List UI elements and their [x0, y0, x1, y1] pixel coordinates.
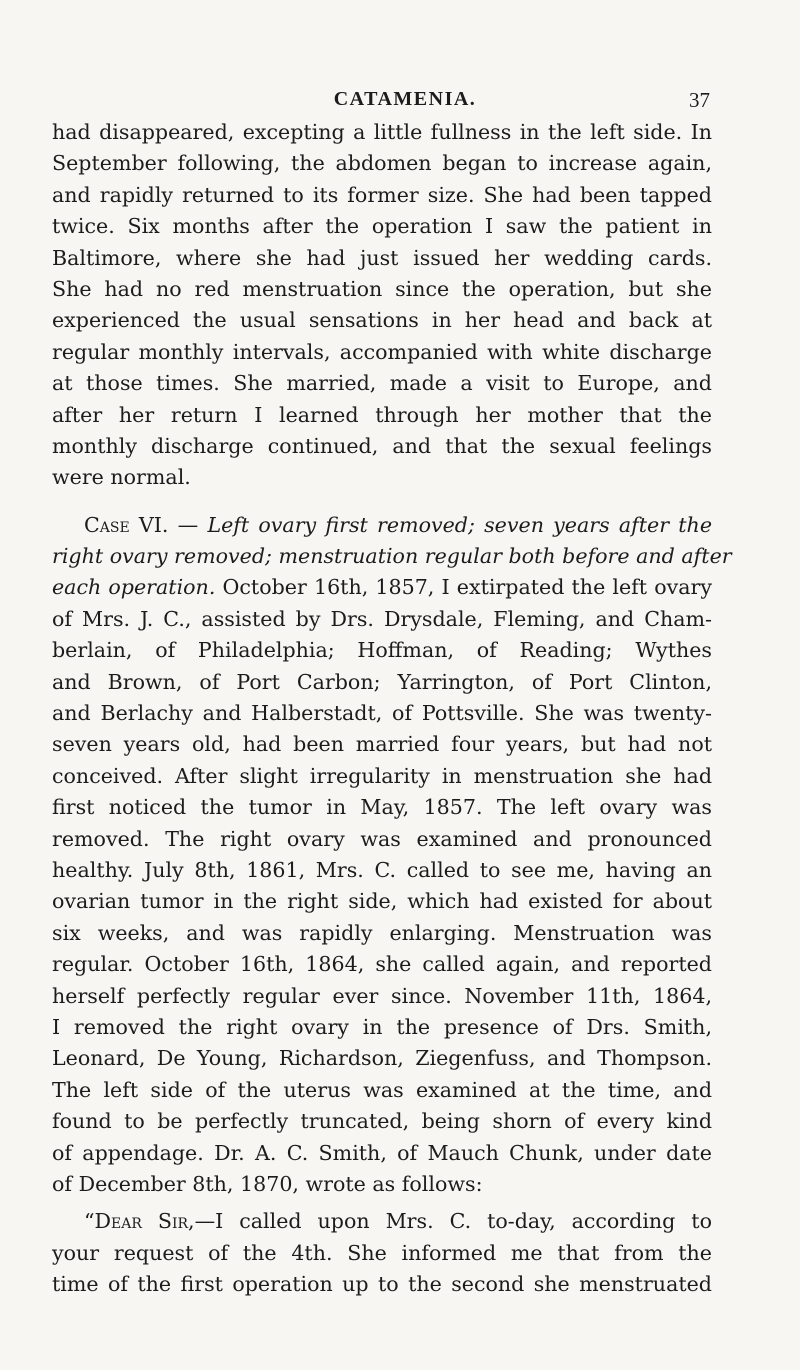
text-line: and rapidly returned to its former size. She had been tapped: [52, 182, 712, 207]
case-title-line: right ovary removed; menstruation regular both before and after: [52, 544, 732, 569]
text-line: had disappeared, excepting a little fullness in the left side. In: [52, 120, 712, 144]
text-line: ovarian tumor in the right side, which had existed for about: [52, 889, 712, 914]
text-line: found to be perfectly truncated, being shorn of every kind: [52, 1109, 712, 1134]
text-line: removed. The right ovary was examined and pronounced: [52, 826, 712, 851]
chapter-title: CATAMENIA.: [333, 88, 477, 110]
text-line: were normal.: [52, 465, 191, 490]
text-line: of Mrs. J. C., assisted by Drs. Drysdale, Fleming, and Cham-: [52, 606, 712, 631]
case-dash: —: [168, 512, 208, 537]
case-title: each operation.: [52, 575, 216, 600]
text-line: of appendage. Dr. A. C. Smith, of Mauch Chunk, under date: [52, 1140, 712, 1165]
letter-salutation: “Dear Sir,: [84, 1209, 195, 1234]
case-heading-line: [52, 510, 712, 541]
text-line: Leonard, De Young, Richardson, Ziegenfuss, and Thompson.: [52, 1046, 712, 1071]
letter-line: time of the first operation up to the second she menstruated: [52, 1272, 712, 1297]
text-line: and Berlachy and Halberstadt, of Pottsville. She was twenty-: [52, 701, 712, 726]
text-line: conceived. After slight irregularity in menstruation she had: [52, 763, 712, 788]
case-label: Case VI.: [84, 512, 169, 537]
page-number: 37: [689, 88, 710, 112]
text-line: of December 8th, 1870, wrote as follows:: [52, 1171, 483, 1196]
text-line: The left side of the uterus was examined at the time, and: [52, 1077, 712, 1102]
text-line: herself perfectly regular ever since. November 11th, 1864,: [52, 983, 712, 1008]
text-line: September following, the abdomen began to increase again,: [52, 151, 712, 176]
text-line: after her return I learned through her mother that the: [52, 402, 712, 427]
text-line: regular monthly intervals, accompanied with white discharge: [52, 339, 712, 364]
text-line: [52, 572, 712, 603]
case-title: Left ovary first removed; seven years after the: [207, 512, 713, 537]
text-line: regular. October 16th, 1864, she called again, and reported: [52, 952, 712, 977]
text-line: seven years old, had been married four years, but had not: [52, 732, 712, 757]
text-line: at those times. She married, made a visit to Europe, and: [52, 371, 712, 396]
text-line: Baltimore, where she had just issued her wedding cards.: [52, 245, 712, 270]
text-line: I removed the right ovary in the presence of Drs. Smith,: [52, 1014, 712, 1039]
text-line: healthy. July 8th, 1861, Mrs. C. called to see me, having an: [52, 857, 712, 882]
text-line: first noticed the tumor in May, 1857. The left ovary was: [52, 795, 712, 820]
letter-text: —I called upon Mrs. C. to-day, according to: [194, 1209, 712, 1234]
body-text: [52, 117, 732, 1300]
text-line: berlain, of Philadelphia; Hoffman, of Reading; Wythes: [52, 638, 712, 663]
letter-line: your request of the 4th. She informed me that from the: [52, 1240, 712, 1265]
text-line: twice. Six months after the operation I saw the patient in: [52, 214, 712, 239]
text-line: six weeks, and was rapidly enlarging. Menstruation was: [52, 920, 712, 945]
text-line: She had no red menstruation since the operation, but she: [52, 276, 712, 301]
text-line: experienced the usual sensations in her head and back at: [52, 308, 712, 333]
text-line: monthly discharge continued, and that the sexual feelings: [52, 433, 712, 458]
running-head: [270, 88, 710, 112]
case-text: October 16th, 1857, I extirpated the left ovary: [215, 575, 712, 600]
text-line: and Brown, of Port Carbon; Yarrington, of Port Clinton,: [52, 669, 712, 694]
letter-line: [52, 1206, 712, 1237]
